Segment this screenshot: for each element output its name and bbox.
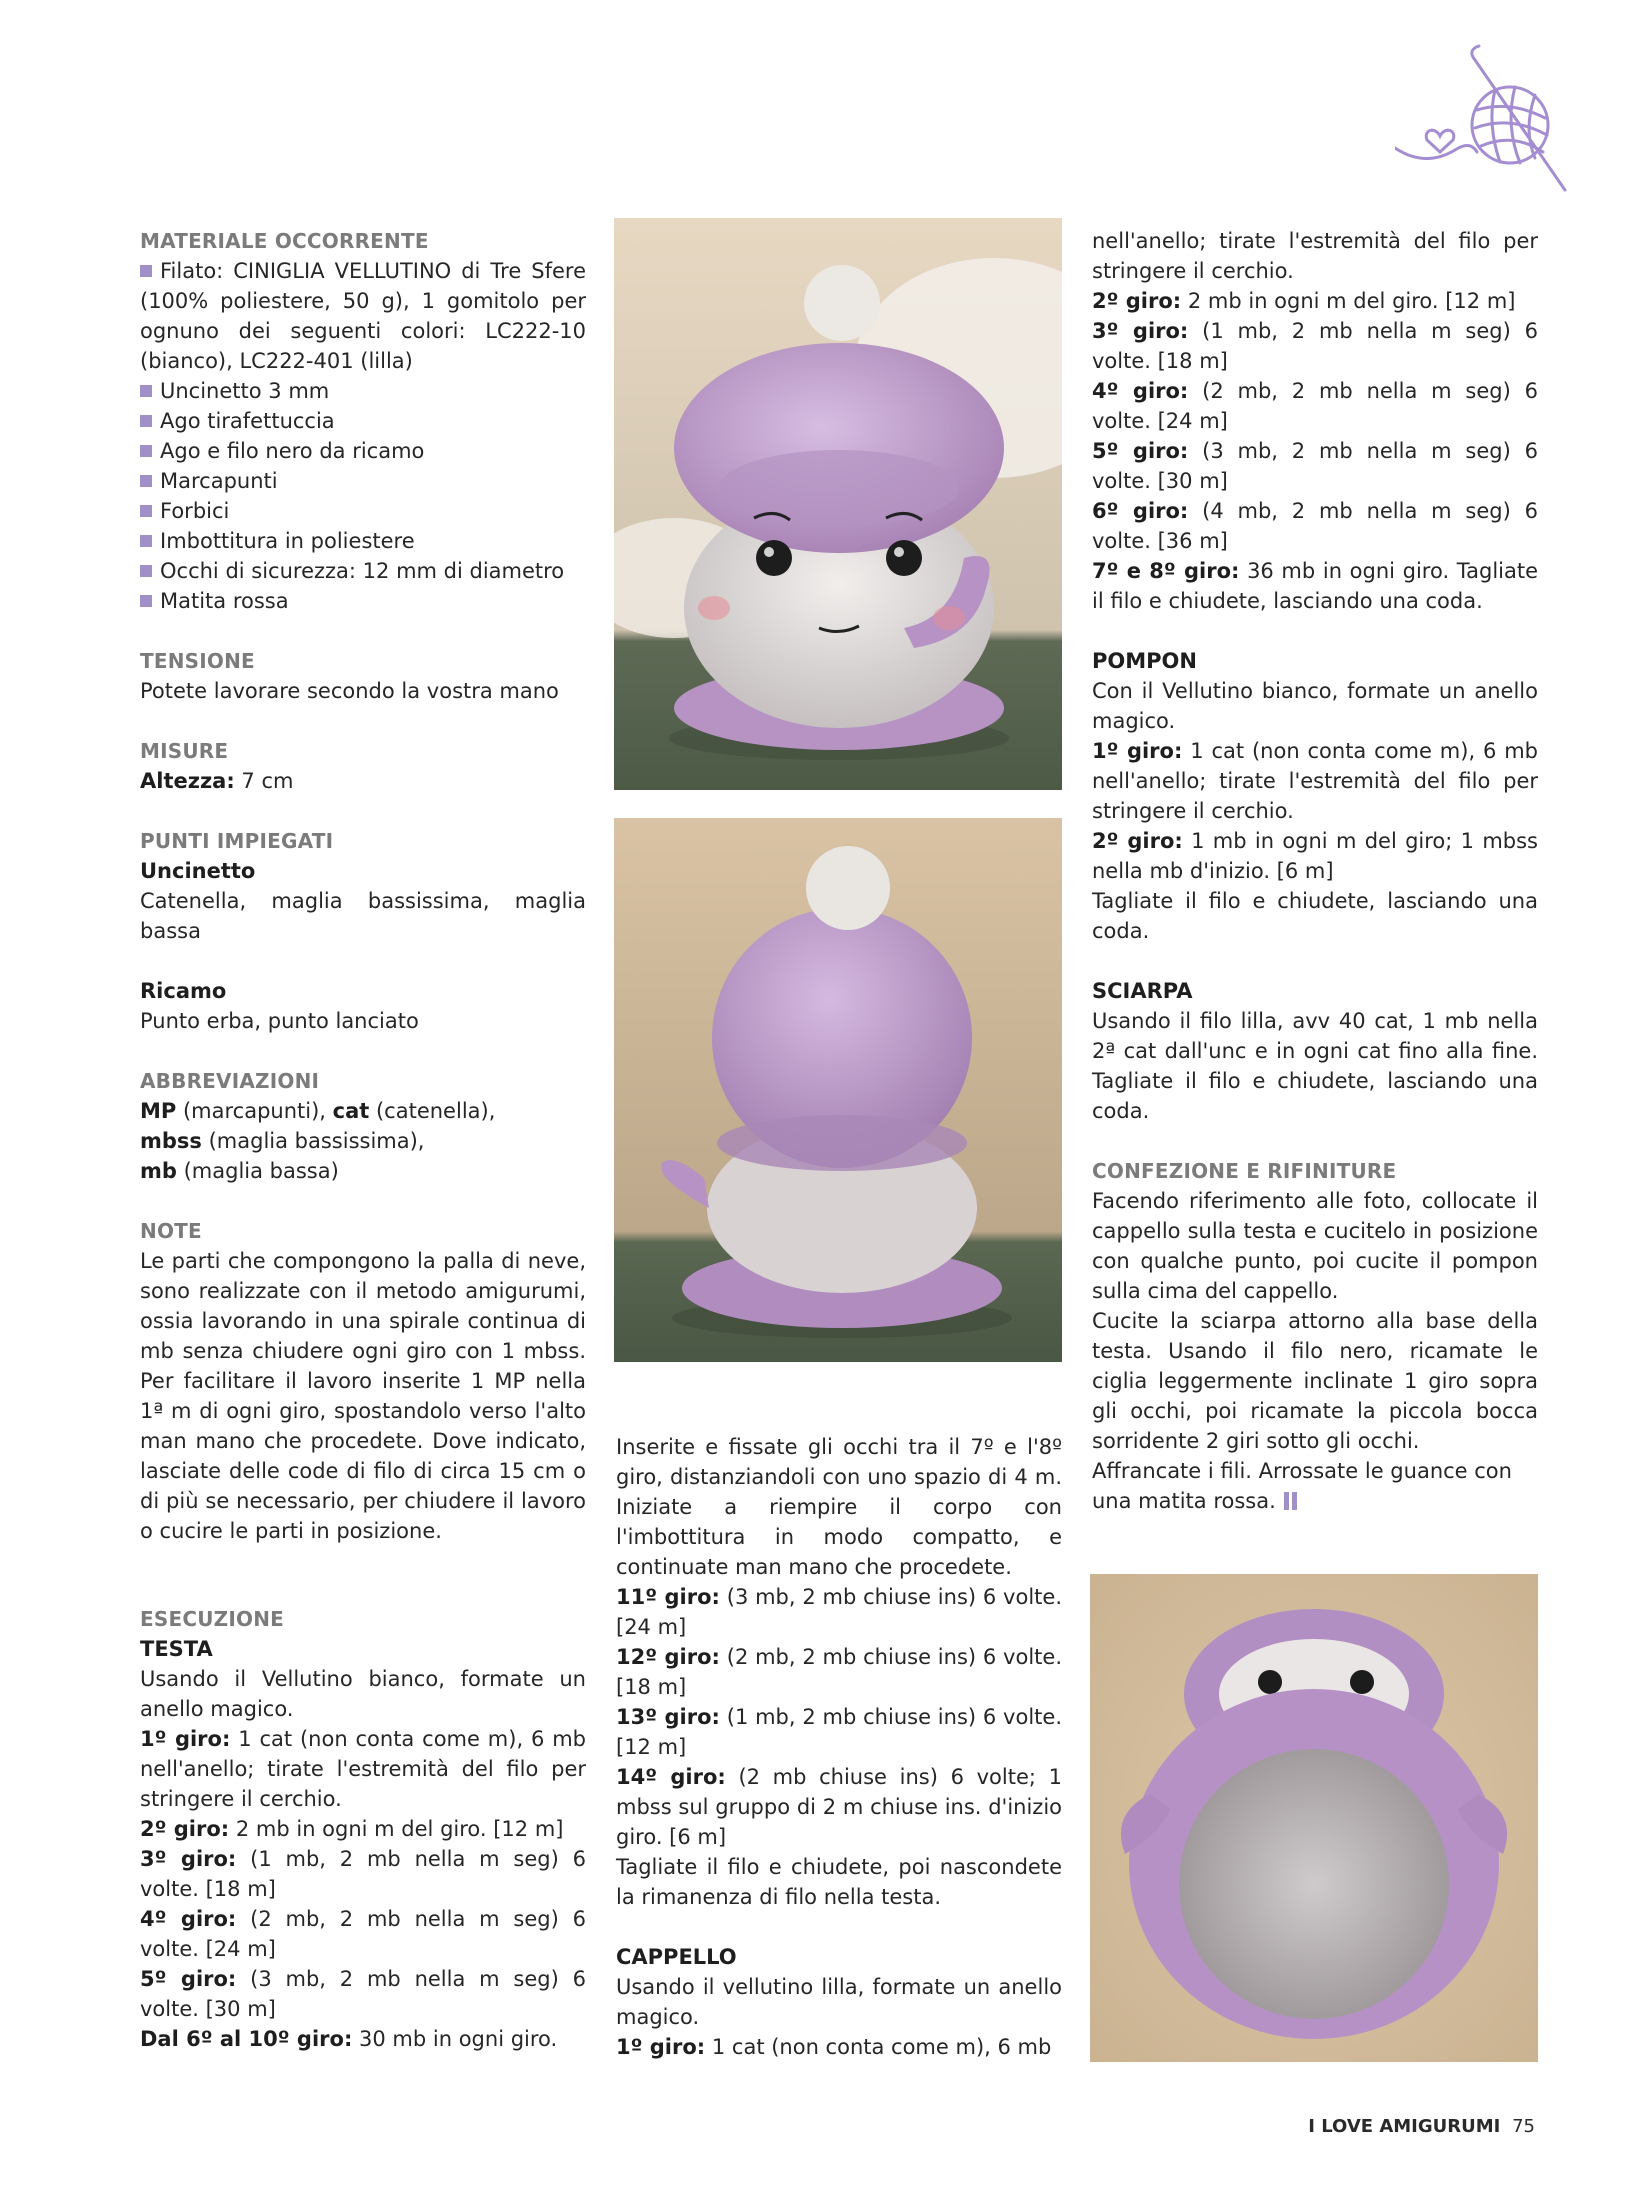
photo-amigurumi-bottom bbox=[1090, 1574, 1538, 2062]
materiale-item: Marcapunti bbox=[140, 466, 586, 496]
round-instruction: 3º giro: (1 mb, 2 mb nella m seg) 6 volte. [18 m] bbox=[1092, 319, 1538, 373]
round-instruction: 14º giro: (2 mb chiuse ins) 6 volte; 1 mbss sul gruppo di 2 m chiuse ins. d'inizio giro. [6 m] bbox=[616, 1765, 1062, 1849]
abbreviazioni-line: mb (maglia bassa) bbox=[140, 1159, 339, 1183]
page-number: 75 bbox=[1512, 2116, 1535, 2137]
bullet-square-icon bbox=[140, 475, 152, 487]
materiale-item: Uncinetto 3 mm bbox=[140, 376, 586, 406]
eyes-instruction: Inserite e fissate gli occhi tra il 7º e l'8º giro, distanziandoli con uno spazio di 4 m. Iniziate a riempire il corpo con l'imbottitura in modo compatto, e continuate man mano che procedete. bbox=[616, 1435, 1062, 1579]
bullet-square-icon bbox=[140, 565, 152, 577]
section-title-materiale: MATERIALE OCCORRENTE bbox=[140, 229, 429, 253]
round-instruction: 12º giro: (2 mb, 2 mb chiuse ins) 6 volte. [18 m] bbox=[616, 1645, 1062, 1699]
subheading-ricamo: Ricamo bbox=[140, 979, 227, 1003]
misure-text: Altezza: 7 cm bbox=[140, 769, 294, 793]
round-instruction: 13º giro: (1 mb, 2 mb chiuse ins) 6 volte. [12 m] bbox=[616, 1705, 1062, 1759]
punti-text-ricamo: Punto erba, punto lanciato bbox=[140, 1009, 419, 1033]
section-title-abbreviazioni: ABBREVIAZIONI bbox=[140, 1069, 320, 1093]
column-right bbox=[1092, 226, 1538, 1516]
round-instruction: 6º giro: (4 mb, 2 mb nella m seg) 6 volte. [36 m] bbox=[1092, 499, 1538, 553]
testa-intro: Usando il Vellutino bianco, formate un anello magico. bbox=[140, 1667, 586, 1721]
section-title-esecuzione: ESECUZIONE bbox=[140, 1607, 284, 1631]
abbreviazioni-line: MP (marcapunti), cat (catenella), bbox=[140, 1099, 496, 1123]
subheading-uncinetto: Uncinetto bbox=[140, 859, 256, 883]
column-left bbox=[140, 226, 586, 2054]
bullet-square-icon bbox=[140, 265, 152, 277]
bullet-square-icon bbox=[140, 535, 152, 547]
materiale-item: Forbici bbox=[140, 496, 586, 526]
round-instruction: Dal 6º al 10º giro: 30 mb in ogni giro. bbox=[140, 2027, 558, 2051]
round-instruction: 2º giro: 2 mb in ogni m del giro. [12 m] bbox=[1092, 289, 1516, 313]
round-instruction: 2º giro: 1 mb in ogni m del giro; 1 mbss nella mb d'inizio. [6 m] bbox=[1092, 829, 1538, 883]
section-title-tensione: TENSIONE bbox=[140, 649, 255, 673]
tensione-text: Potete lavorare secondo la vostra mano bbox=[140, 679, 559, 703]
sciarpa-text: Usando il filo lilla, avv 40 cat, 1 mb nella 2ª cat dall'unc e in ogni cat fino alla fine. Tagliate il filo e chiudete, lasciando una coda. bbox=[1092, 1009, 1538, 1123]
cappello-continued: nell'anello; tirate l'estremità del filo per stringere il cerchio. bbox=[1092, 229, 1538, 283]
round-instruction: 4º giro: (2 mb, 2 mb nella m seg) 6 volte. [24 m] bbox=[1092, 379, 1538, 433]
subheading-testa: TESTA bbox=[140, 1637, 213, 1661]
round-instruction: 5º giro: (3 mb, 2 mb nella m seg) 6 volte. [30 m] bbox=[1092, 439, 1538, 493]
photo-amigurumi-front bbox=[614, 218, 1062, 790]
magazine-brand: I LOVE AMIGURUMI bbox=[1308, 2116, 1501, 2137]
bullet-square-icon bbox=[140, 445, 152, 457]
round-instruction: 11º giro: (3 mb, 2 mb chiuse ins) 6 volte. [24 m] bbox=[616, 1585, 1062, 1639]
section-title-note: NOTE bbox=[140, 1219, 202, 1243]
round-instruction: 1º giro: 1 cat (non conta come m), 6 mb nell'anello; tirate l'estremità del filo per stringere il cerchio. bbox=[1092, 739, 1538, 823]
bullet-square-icon bbox=[140, 595, 152, 607]
pompon-intro: Con il Vellutino bianco, formate un anello magico. bbox=[1092, 679, 1538, 733]
confezione-paragraph: Cucite la sciarpa attorno alla base della testa. Usando il filo nero, ricamate le ciglia leggermente inclinate 1 giro sopra gli occhi, poi ricamate la piccola bocca sorridente 2 giri sotto gli occhi. bbox=[1092, 1309, 1538, 1453]
confezione-paragraph: Affrancate i fili. Arrossate le guance con una matita rossa. bbox=[1092, 1459, 1512, 1513]
round-instruction: 1º giro: 1 cat (non conta come m), 6 mb nell'anello; tirate l'estremità del filo per stringere il cerchio. bbox=[140, 1727, 586, 1811]
cappello-intro: Usando il vellutino lilla, formate un anello magico. bbox=[616, 1975, 1062, 2029]
bullet-square-icon bbox=[140, 385, 152, 397]
round-instruction: 4º giro: (2 mb, 2 mb nella m seg) 6 volte. [24 m] bbox=[140, 1907, 586, 1961]
page-footer bbox=[1308, 2116, 1535, 2137]
bullet-square-icon bbox=[140, 505, 152, 517]
round-instruction: 2º giro: 2 mb in ogni m del giro. [12 m] bbox=[140, 1817, 564, 1841]
abbreviazioni-line: mbss (maglia bassissima), bbox=[140, 1129, 425, 1153]
section-title-punti: PUNTI IMPIEGATI bbox=[140, 829, 334, 853]
column-middle bbox=[616, 1432, 1062, 2062]
yarn-ball-crochet-hook-icon bbox=[1395, 40, 1585, 200]
round-instruction: 3º giro: (1 mb, 2 mb nella m seg) 6 volte. [18 m] bbox=[140, 1847, 586, 1901]
punti-text-uncinetto: Catenella, maglia bassissima, maglia bassa bbox=[140, 889, 586, 943]
materiale-item: Matita rossa bbox=[140, 586, 586, 616]
bullet-square-icon bbox=[140, 415, 152, 427]
materiale-item: Filato: CINIGLIA VELLUTINO di Tre Sfere (100% poliestere, 50 g), 1 gomitolo per ognuno dei seguenti colori: LC222-10 (bianco), LC222-401 (lilla) bbox=[140, 259, 586, 373]
confezione-paragraph: Facendo riferimento alle foto, collocate il cappello sulla testa e cucitelo in posizione con qualche punto, poi cucite il pompon sulla cima del cappello. bbox=[1092, 1189, 1538, 1303]
note-text: Le parti che compongono la palla di neve, sono realizzate con il metodo amigurumi, ossia lavorando in una spirale continua di mb senza chiudere ogni giro con 1 mbss. Per facilitare il lavoro inserite 1 MP nella 1ª m di ogni giro, spostandolo verso l'alto man mano che procedete. Dove indicato, lasciate delle code di filo di circa 15 cm o di più se necessario, per chiudere il lavoro o cucire le parti in posizione. bbox=[140, 1249, 586, 1543]
materiale-item: Ago tirafettuccia bbox=[140, 406, 586, 436]
subheading-sciarpa: SCIARPA bbox=[1092, 979, 1193, 1003]
pompon-outro: Tagliate il filo e chiudete, lasciando una coda. bbox=[1092, 889, 1538, 943]
section-title-misure: MISURE bbox=[140, 739, 229, 763]
materiale-item: Imbottitura in poliestere bbox=[140, 526, 586, 556]
subheading-cappello: CAPPELLO bbox=[616, 1945, 737, 1969]
materiale-item: Ago e filo nero da ricamo bbox=[140, 436, 586, 466]
round-instruction: 1º giro: 1 cat (non conta come m), 6 mb bbox=[616, 2035, 1052, 2059]
photo-amigurumi-side bbox=[614, 818, 1062, 1362]
materiale-item: Occhi di sicurezza: 12 mm di diametro bbox=[140, 556, 586, 586]
round-instruction: 7º e 8º giro: 36 mb in ogni giro. Tagliate il filo e chiudete, lasciando una coda. bbox=[1092, 559, 1539, 613]
end-mark-icon bbox=[1284, 1492, 1289, 1510]
section-title-confezione: CONFEZIONE E RIFINITURE bbox=[1092, 1159, 1397, 1183]
subheading-pompon: POMPON bbox=[1092, 649, 1197, 673]
testa-outro: Tagliate il filo e chiudete, poi nascondete la rimanenza di filo nella testa. bbox=[616, 1855, 1062, 1909]
round-instruction: 5º giro: (3 mb, 2 mb nella m seg) 6 volte. [30 m] bbox=[140, 1967, 586, 2021]
